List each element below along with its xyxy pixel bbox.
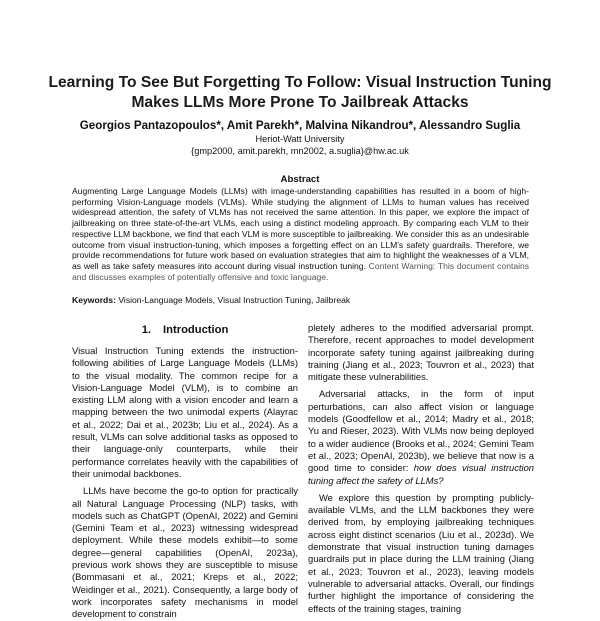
- paper-title: [40, 73, 560, 113]
- intro-paragraph-4: [308, 388, 534, 486]
- keywords-text: Vision-Language Models, Visual Instruction Tuning, Jailbreak: [118, 295, 351, 305]
- affiliation: Heriot-Watt University: [255, 134, 345, 144]
- abstract-text: Augmenting Large Language Models (LLMs) with image-understanding capabilities has resulted in a boom of high-performing Vision-Language models (VLMs). While studying the alignment of LLMs to human values has received widespread attention, the safety of VLMs has not received the same attention. In this paper, we explore the impact of jailbreaking on three state-of-the-art VLMs, each using a distinct modeling approach. By comparing each VLM to their respective LLM backbone, we find that each VLM is more susceptible to jailbreaking. We consider this as an undesirable outcome from visual instruction-tuning, which imposes a forgetting effect on an LLM's safety guardrails. Therefore, we provide recommendations for future work based on evaluation strategies that aim to highlight the weaknesses of a VLM, as well as take safety measures into account during visual instruction tuning.: [72, 186, 529, 271]
- title-line-1: Learning To See But Forgetting To Follow: Visual Instruction Tuning: [48, 74, 552, 91]
- intro-paragraph-5: We explore this question by prompting publicly-available VLMs, and the LLM backbones they were derived from, by employing jailbreaking techniques across eight distinct scenarios (Liu et al., 2023d). We demonstrate that visual instruction tuning damages guardrails put in place during the LLM training (Jiang et al., 2023; Touvron et al., 2023), leaving models vulnerable to adversarial attacks. Overall, our findings further highlight the importance of considering the effects of the training stages, training: [308, 491, 534, 614]
- section-number: 1.: [141, 324, 152, 336]
- intro-paragraph-2: LLMs have become the go-to option for practically all Natural Language Processing (NLP) tasks, with models such as ChatGPT (OpenAI, 2022) and Gemini (Gemini Team et al., 2023) witnessing widespread deployment. While these models exhibit—to some degree—general capabilities (OpenAI, 2023a), previous work shows they are susceptible to misuse (Bommasani et al., 2021; Kreps et al., 2022; Weidinger et al., 2021). Consequently, a large body of work incorporates safety mechanisms in model development to constrain: [72, 485, 298, 620]
- section-title: Introduction: [163, 324, 229, 336]
- abstract-heading: Abstract: [280, 174, 320, 185]
- intro-paragraph-3: pletely adheres to the modified adversarial prompt. Therefore, recent approaches to model development incorporate safety tuning against jailbreaking during training (Jiang et al., 2023; Touvron et al., 2023) that mitigate these vulnerabilities.: [308, 322, 534, 383]
- intro-paragraph-1: Visual Instruction Tuning extends the instruction-following abilities of Large Language Models (LLMs) to the visual modality. The common recipe for a Vision-Language Model (VLM), is to combine an existing LLM along with a vision encoder and learn a mapping between the two unimodal experts (Alayrac et al., 2022; Dai et al., 2023b; Liu et al., 2024). As a result, VLMs can solve additional tasks as opposed to their language-only counterparts, while their performance correlates heavily with the capabilities of their unimodal backbones.: [72, 345, 298, 479]
- content-warning: Content Warning: This document contains and discusses examples of potentially offensive and toxic language.: [72, 260, 530, 282]
- intro-paragraph-4-text: Adversarial attacks, in the form of input perturbations, can also affect vision or language models (Goodfellow et al., 2014; Madry et al., 2018; Yu and Rieser, 2023). With VLMs now being deployed to a wider audience (Brooks et al., 2024; Gemini Team et al., 2023; OpenAI, 2023b), we believe that now is a good time to consider:: [308, 388, 534, 474]
- author-list: Georgios Pantazopoulos*, Amit Parekh*, Malvina Nikandrou*, Alessandro Suglia: [79, 119, 521, 132]
- keywords-label: Keywords:: [72, 295, 116, 305]
- title-line-2: Makes LLMs More Prone To Jailbreak Attacks: [131, 94, 469, 111]
- section-heading: [72, 323, 298, 337]
- keywords: [72, 295, 529, 306]
- left-column: [72, 323, 298, 621]
- research-question: how does visual instruction tuning affect the safety of LLMs?: [308, 462, 535, 486]
- abstract-body: [72, 186, 529, 282]
- author-emails: {gmp2000, amit.parekh, mn2002, a.suglia}@hw.ac.uk: [191, 146, 409, 156]
- right-column: [308, 322, 534, 615]
